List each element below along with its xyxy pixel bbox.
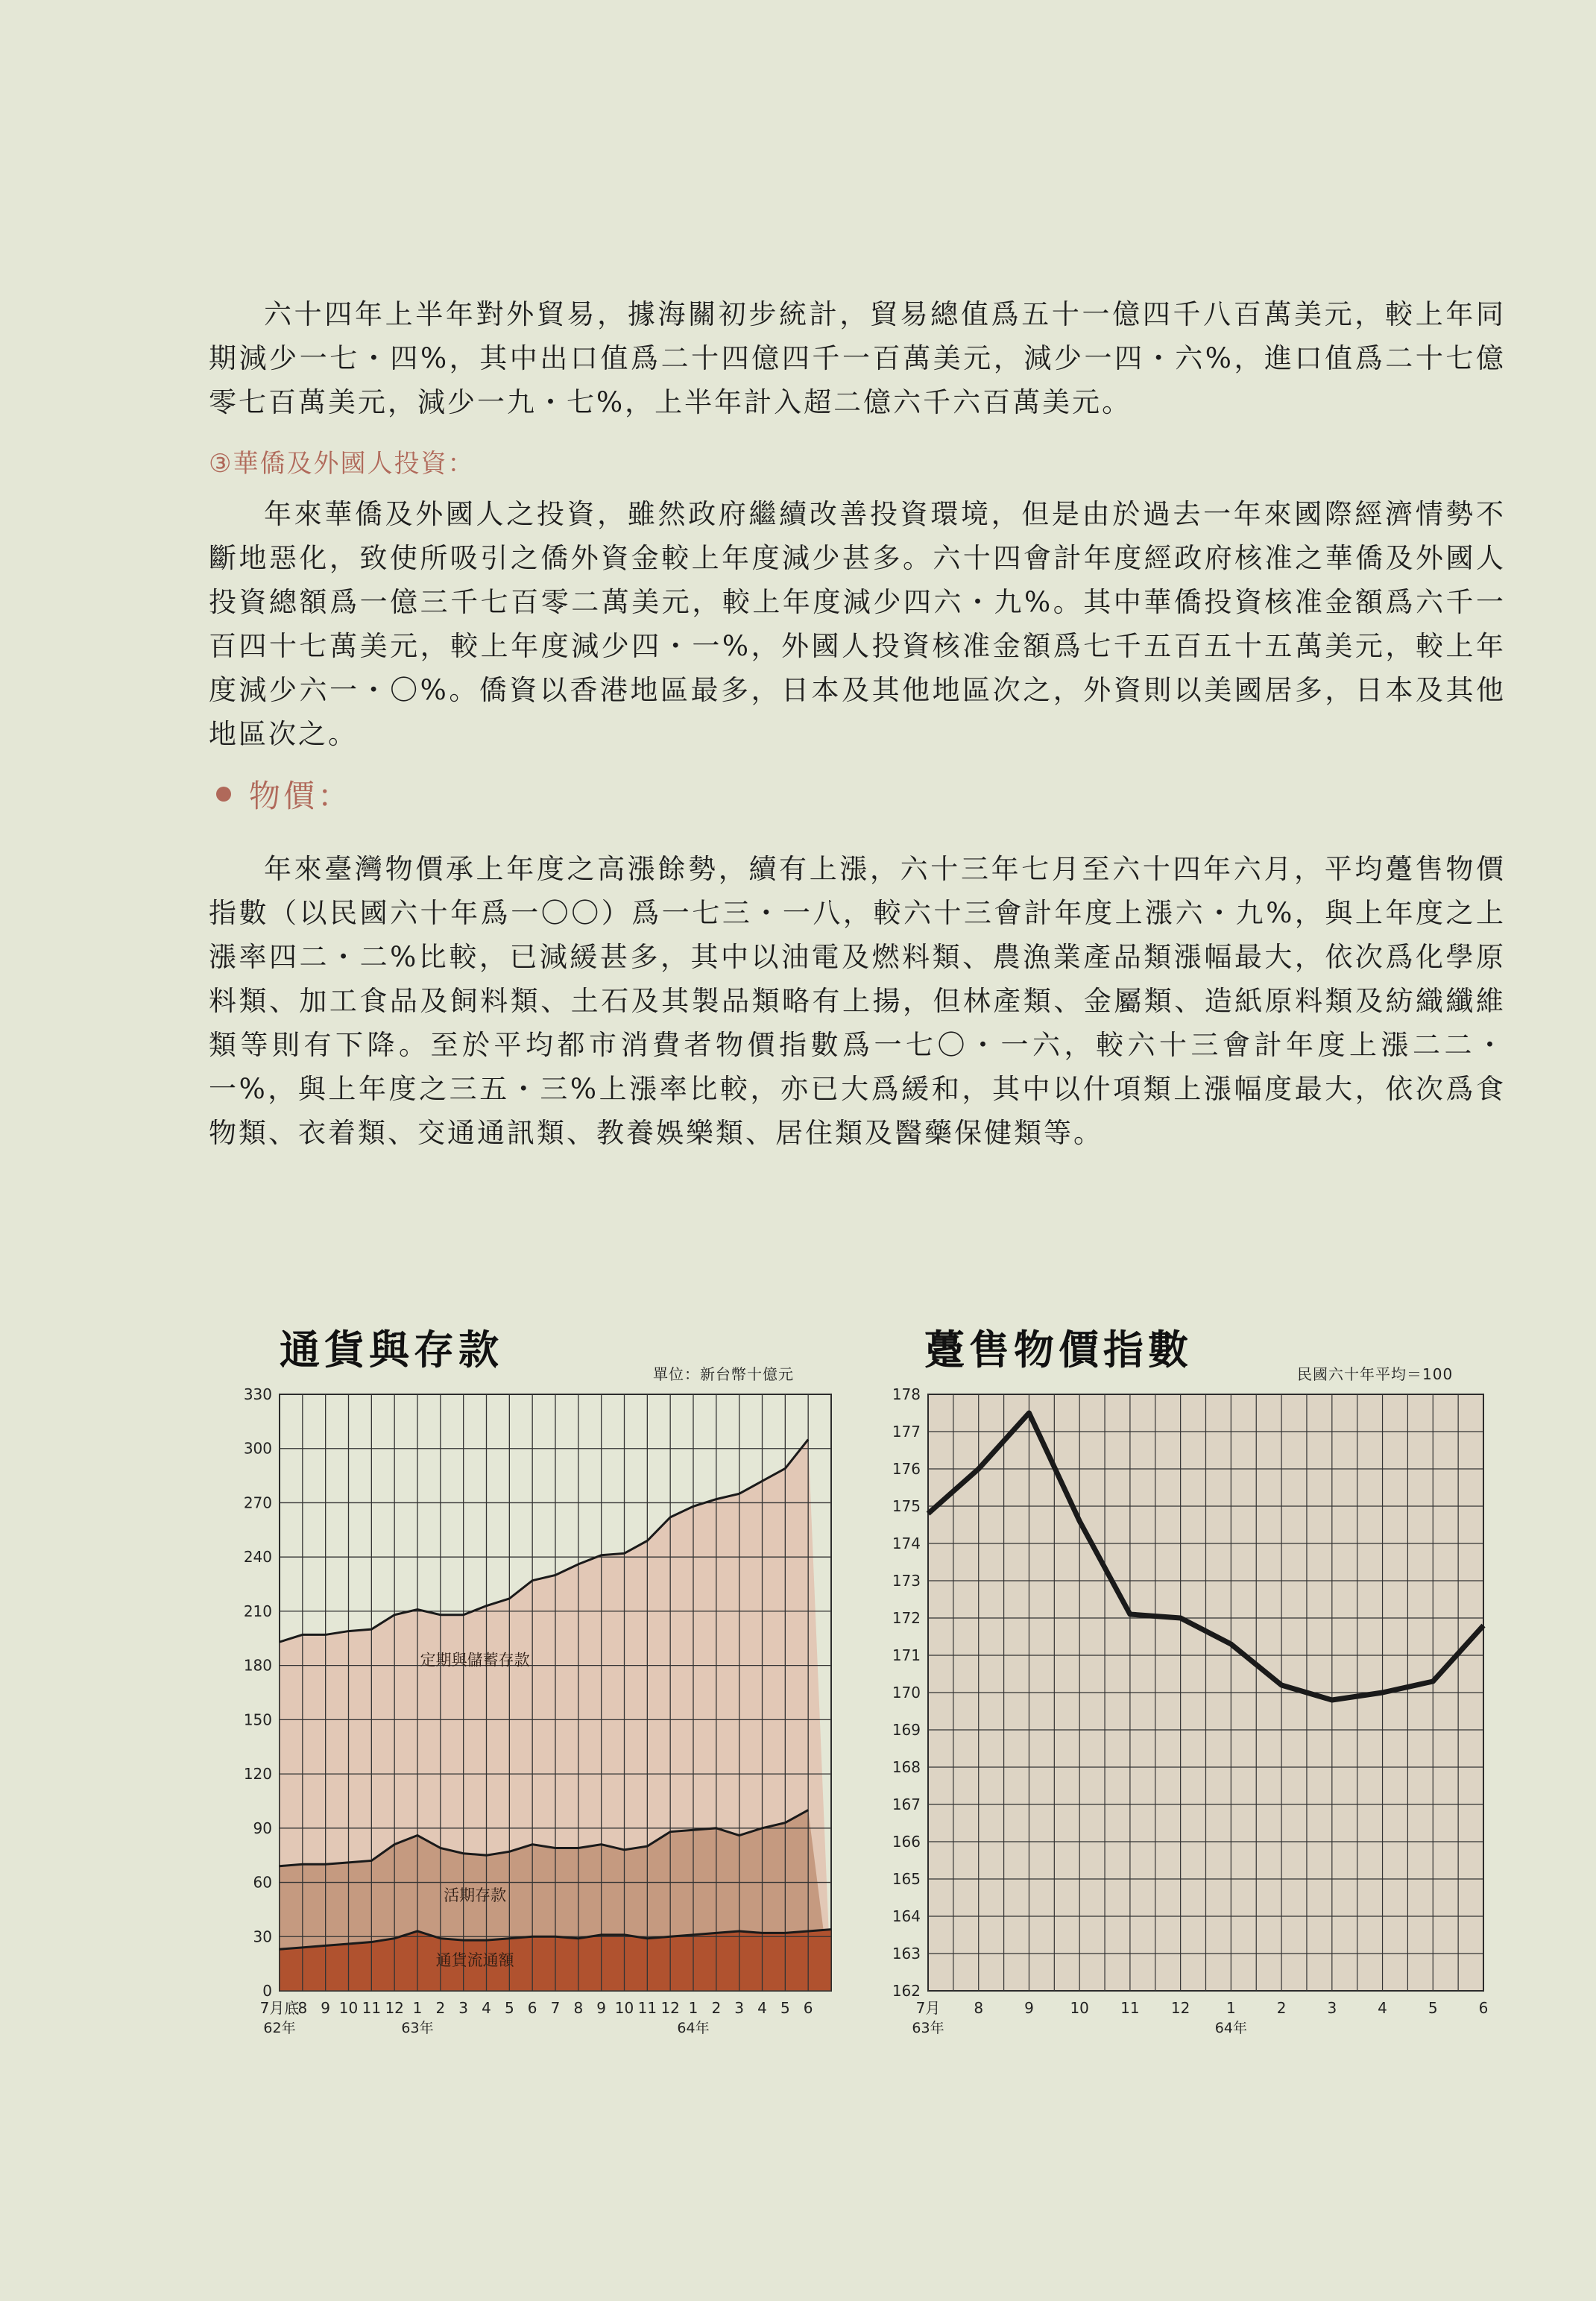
- y-tick-label: 300: [243, 1439, 272, 1458]
- x-tick-label: 5: [1428, 1999, 1438, 2017]
- series-label: 定期與儲蓄存款: [420, 1651, 530, 1669]
- x-tick-label: 3: [1327, 1999, 1337, 2017]
- trade-paragraph: [209, 292, 1506, 424]
- y-tick-label: 120: [243, 1765, 272, 1784]
- y-tick-label: 30: [253, 1927, 272, 1946]
- year-label: 63年: [401, 2020, 434, 2036]
- y-tick-label: 172: [892, 1609, 921, 1627]
- y-tick-label: 210: [243, 1602, 272, 1620]
- x-tick-label: 7月底: [259, 1999, 300, 2017]
- wholesale-price-chart: [876, 1379, 1510, 2118]
- series-label: 活期存款: [444, 1886, 507, 1904]
- x-tick-label: 4: [757, 1999, 767, 2017]
- x-tick-label: 11: [637, 1999, 657, 2017]
- investment-heading: ③華僑及外國人投資：: [209, 449, 475, 479]
- y-tick-label: 166: [892, 1833, 921, 1851]
- y-tick-label: 165: [892, 1870, 921, 1888]
- x-tick-label: 12: [385, 1999, 404, 2017]
- y-tick-label: 170: [892, 1684, 921, 1702]
- x-tick-label: 7: [550, 1999, 561, 2017]
- y-tick-label: 175: [892, 1497, 921, 1515]
- x-tick-label: 2: [1276, 1999, 1287, 2017]
- wholesale-price-chart-title: 躉售物價指數: [924, 1326, 1193, 1373]
- x-tick-label: 12: [1170, 1999, 1190, 2017]
- y-tick-label: 164: [892, 1907, 921, 1925]
- y-tick-label: 0: [262, 1982, 272, 2000]
- x-tick-label: 2: [435, 1999, 446, 2017]
- prices-paragraph: [209, 847, 1506, 1155]
- y-tick-label: 173: [892, 1572, 921, 1590]
- bullet-icon: [216, 787, 231, 802]
- series-label: 通貨流通額: [435, 1951, 514, 1970]
- x-tick-label: 2: [711, 1999, 722, 2017]
- x-tick-label: 1: [688, 1999, 698, 2017]
- money-deposit-chart: [231, 1379, 842, 2118]
- x-tick-label: 9: [596, 1999, 607, 2017]
- y-tick-label: 167: [892, 1795, 921, 1813]
- y-tick-label: 176: [892, 1460, 921, 1478]
- y-tick-label: 330: [243, 1385, 272, 1403]
- x-tick-label: 11: [1120, 1999, 1140, 2017]
- x-tick-label: 6: [803, 1999, 813, 2017]
- y-tick-label: 240: [243, 1548, 272, 1567]
- y-tick-label: 270: [243, 1493, 272, 1512]
- wholesale-price-unit-note: 民國六十年平均＝100: [1297, 1365, 1454, 1383]
- x-tick-label: 4: [482, 1999, 491, 2017]
- x-tick-label: 9: [321, 1999, 331, 2017]
- year-label: 64年: [677, 2020, 710, 2036]
- trade-paragraph-text: 六十四年上半年對外貿易，據海關初步統計，貿易總值爲五十一億四千八百萬美元，較上年同期減少一七・四%，其中出口值爲二十四億四千一百萬美元，減少一四・六%，進口值爲二十七億零七百萬美元，減少一九・七%，上半年計入超二億六千六百萬美元。: [209, 298, 1506, 418]
- money-deposit-chart-title: 通貨與存款: [280, 1326, 503, 1373]
- x-tick-label: 9: [1024, 1999, 1034, 2017]
- x-tick-label: 3: [458, 1999, 469, 2017]
- investment-paragraph-text: 年來華僑及外國人之投資，雖然政府繼續改善投資環境，但是由於過去一年來國際經濟情勢不斷地惡化，致使所吸引之僑外資金較上年度減少甚多。六十四會計年度經政府核准之華僑及外國人投資總額爲一億三千七百零二萬美元，較上年度減少四六・九%。其中華僑投資核准金額爲六千一百四十七萬美元，較上年度減少四・一%，外國人投資核准金額爲七千五百五十五萬美元，較上年度減少六一・〇%。僑資以香港地區最多，日本及其他地區次之，外資則以美國居多，日本及其他地區次之。: [209, 498, 1506, 750]
- x-tick-label: 3: [734, 1999, 745, 2017]
- y-tick-label: 163: [892, 1945, 921, 1962]
- x-tick-label: 5: [780, 1999, 790, 2017]
- x-tick-label: 6: [527, 1999, 537, 2017]
- x-tick-label: 10: [338, 1999, 359, 2017]
- prices-heading: [216, 772, 352, 816]
- x-tick-label: 1: [1226, 1999, 1236, 2017]
- year-label: 64年: [1214, 2020, 1247, 2036]
- y-tick-label: 60: [253, 1873, 272, 1892]
- y-tick-label: 180: [243, 1656, 272, 1675]
- prices-paragraph-text: 年來臺灣物價承上年度之高漲餘勢，續有上漲，六十三年七月至六十四年六月，平均躉售物價指數（以民國六十年爲一〇〇）爲一七三・一八，較六十三會計年度上漲六・九%，與上年度之上漲率四二・二%比較，已減緩甚多，其中以油電及燃料類、農漁業產品類漲幅最大，依次爲化學原料類、加工食品及飼料類、土石及其製品類略有上揚，但林產類、金屬類、造紙原料類及紡織纖維類等則有下降。至於平均都市消費者物價指數爲一七〇・一六，較六十三會計年度上漲二二・一%，與上年度之三五・三%上漲率比較，亦已大爲緩和，其中以什項類上漲幅度最大，依次爲食物類、衣着類、交通通訊類、教養娛樂類、居住類及醫藥保健類等。: [209, 853, 1506, 1149]
- y-tick-label: 169: [892, 1721, 921, 1739]
- y-tick-label: 171: [892, 1646, 921, 1664]
- x-tick-label: 8: [974, 1999, 984, 2017]
- x-tick-label: 8: [573, 1999, 584, 2017]
- y-tick-label: 168: [892, 1758, 921, 1776]
- x-tick-label: 8: [297, 1999, 308, 2017]
- money-deposit-unit-note: 單位：新台幣十億元: [653, 1365, 794, 1383]
- y-tick-label: 178: [892, 1385, 921, 1403]
- investment-paragraph: [209, 492, 1506, 756]
- x-tick-label: 6: [1478, 1999, 1489, 2017]
- y-tick-label: 90: [253, 1819, 272, 1837]
- y-tick-label: 162: [892, 1982, 921, 2000]
- y-tick-label: 177: [892, 1423, 921, 1441]
- y-tick-label: 150: [243, 1710, 272, 1729]
- x-tick-label: 11: [362, 1999, 382, 2017]
- y-tick-label: 174: [892, 1534, 921, 1552]
- x-tick-label: 7月: [915, 1999, 941, 2017]
- x-tick-label: 10: [614, 1999, 634, 2017]
- x-tick-label: 4: [1378, 1999, 1387, 2017]
- x-tick-label: 12: [660, 1999, 680, 2017]
- x-tick-label: 1: [412, 1999, 423, 2017]
- year-label: 63年: [912, 2020, 944, 2036]
- x-tick-label: 5: [504, 1999, 514, 2017]
- x-tick-label: 10: [1070, 1999, 1089, 2017]
- prices-heading-text: 物價：: [249, 778, 353, 814]
- year-label: 62年: [263, 2020, 296, 2036]
